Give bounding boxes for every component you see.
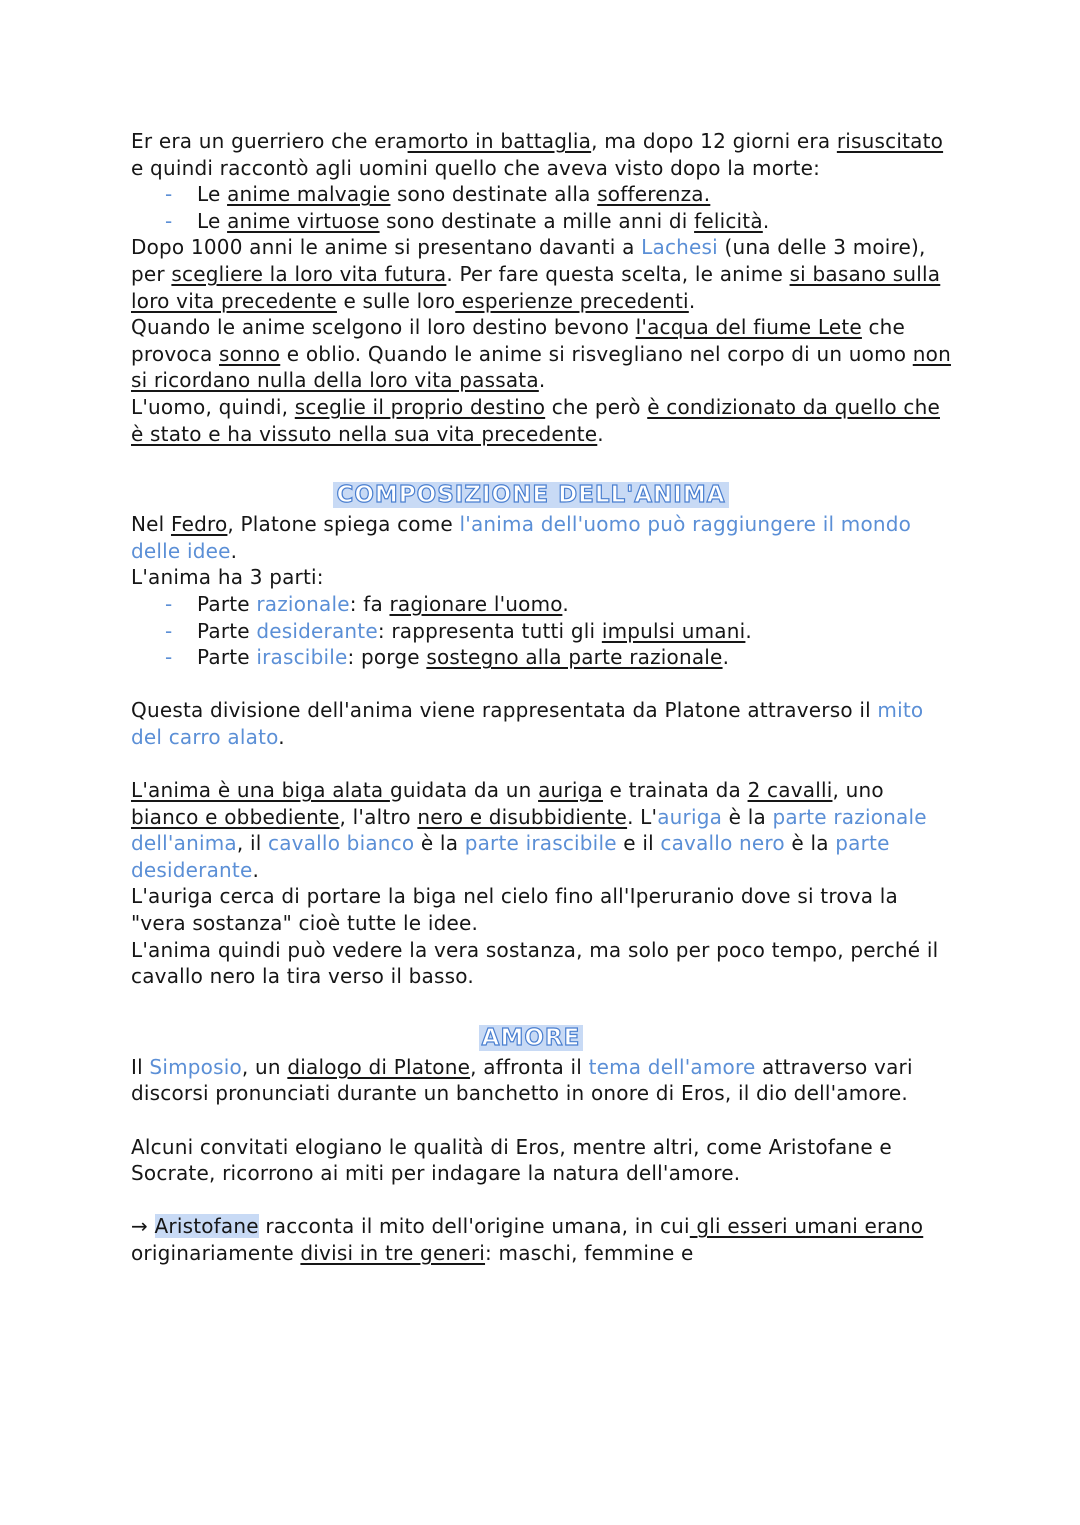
list-item: - Parte razionale: fa ragionare l'uomo. bbox=[165, 591, 569, 616]
er-intro: Er era un guerriero che eramorto in battaglia, ma dopo 12 giorni era risuscitato e quindi raccontò agli uomini quello che aveva visto dopo la morte: bbox=[131, 129, 944, 180]
er-destiny-paragraph: L'uomo, quindi, sceglie il proprio destino che però è condizionato da quello che è stato e ha vissuto nella sua vita precedente. bbox=[131, 394, 940, 446]
list-item: - Parte desiderante: rappresenta tutti gli impulsi umani. bbox=[165, 618, 752, 643]
er-lete-paragraph: Quando le anime scelgono il loro destino bevono l'acqua del fiume Lete che provoca sonno e oblio. Quando le anime si risvegliano nel corpo di un uomo non si ricordano nulla della loro vita passata. bbox=[131, 315, 951, 393]
simposio-paragraph: Il Simposio, un dialogo di Platone, affronta il tema dell'amore attraverso vari discorsi pronunciati durante un banchetto in onore di Eros, il dio dell'amore. bbox=[131, 1054, 913, 1106]
list-item: - Le anime virtuose sono destinate a mille anni di felicità. bbox=[165, 208, 770, 233]
document-page bbox=[131, 128, 951, 1267]
biga-alata-paragraph: L'anima è una biga alata guidata da un auriga e trainata da 2 cavalli, uno bianco e obbediente, l'altro nero e disubbidiente. L'auriga è la parte razionale dell'anima, il cavallo bianco è la parte irascibile e il cavallo nero è la parte desiderante. bbox=[131, 778, 927, 882]
carro-alato-paragraph: Questa divisione dell'anima viene rappresentata da Platone attraverso il mito del carro alato. bbox=[131, 698, 924, 749]
fedro-paragraph: Nel Fedro, Platone spiega come l'anima dell'uomo può raggiungere il mondo delle idee. bbox=[131, 512, 912, 563]
aristofane-paragraph: → Aristofane racconta il mito dell'origine umana, in cui gli esseri umani erano originariamente divisi in tre generi: maschi, femmine e bbox=[131, 1214, 924, 1265]
soul-parts-list bbox=[131, 591, 951, 671]
section-heading-amore: AMORE bbox=[111, 1022, 951, 1054]
er-lachesi-paragraph: Dopo 1000 anni le anime si presentano davanti a Lachesi (una delle 3 moire), per scegliere la loro vita futura. Per fare questa scelta, le anime si basano sulla loro vita precedente e sulle loro esperienze precedenti. bbox=[131, 235, 941, 313]
section-heading-composizione: COMPOSIZIONE DELL'ANIMA bbox=[111, 479, 951, 511]
er-souls-list bbox=[131, 181, 951, 234]
iperuranio-paragraph: L'auriga cerca di portare la biga nel cielo fino all'Iperuranio dove si trova la "vera sostanza" cioè tutte le idee. bbox=[131, 884, 899, 936]
vera-sostanza-paragraph: L'anima quindi può vedere la vera sostanza, ma solo per poco tempo, perché il cavallo nero la tira verso il basso. bbox=[131, 937, 939, 989]
list-item: - Le anime malvagie sono destinate alla sofferenza. bbox=[165, 182, 711, 207]
convitati-paragraph: Alcuni convitati elogiano le qualità di Eros, mentre altri, come Aristofane e Socrate, ricorrono ai miti per indagare la natura dell'amore. bbox=[131, 1134, 892, 1186]
list-item: - Parte irascibile: porge sostegno alla parte razionale. bbox=[165, 645, 730, 670]
soul-parts-intro: L'anima ha 3 parti: bbox=[131, 565, 324, 590]
